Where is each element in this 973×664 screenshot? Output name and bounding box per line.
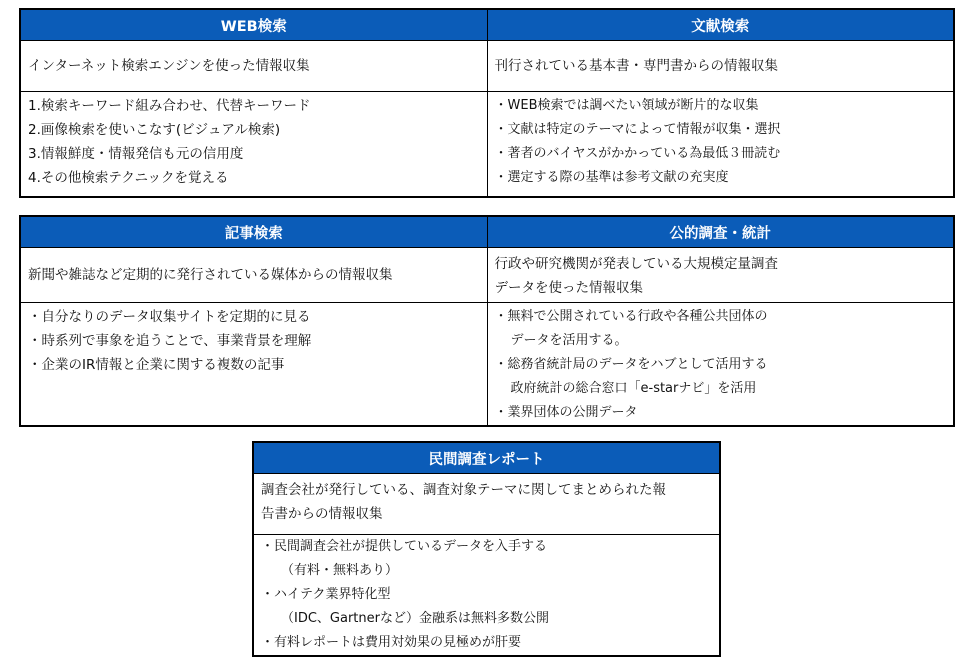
article-search-items — [20, 303, 487, 427]
public-statistics-description — [487, 248, 954, 303]
public-statistics-items — [487, 303, 954, 427]
list-item: （有料・無料あり） — [281, 563, 399, 578]
description-line: 調査会社が発行している、調査対象テーマに関してまとめられた報 — [261, 482, 666, 498]
list-item: ・無料で公開されている行政や各種公共団体の — [494, 309, 768, 324]
list-item: データを活用する。 — [510, 333, 628, 348]
private-research-description — [253, 474, 720, 535]
list-item: ・文献は特定のテーマによって情報が収集・選択 — [494, 122, 781, 137]
list-item: 1.検索キーワード組み合わせ、代替キーワード — [28, 98, 311, 114]
description-line: 行政や研究機関が発表している大規模定量調査 — [494, 256, 778, 272]
list-item: ・WEB検索では調べたい領域が断片的な収集 — [494, 98, 759, 113]
search-methods-table-2 — [19, 215, 955, 427]
public-statistics-header: 公的調査・統計 — [487, 216, 954, 248]
literature-search-description: 刊行されている基本書・専門書からの情報収集 — [487, 41, 954, 92]
description-line: 告書からの情報収集 — [261, 506, 383, 522]
private-research-items — [253, 535, 720, 657]
list-item: ・民間調査会社が提供しているデータを入手する — [261, 539, 548, 554]
list-item: ・総務省統計局のデータをハブとして活用する — [494, 357, 768, 372]
web-search-header: WEB検索 — [20, 9, 487, 41]
list-item: ・有料レポートは費用対効果の見極めが肝要 — [261, 635, 522, 650]
web-search-description: インターネット検索エンジンを使った情報収集 — [20, 41, 487, 92]
article-search-description: 新聞や雑誌など定期的に発行されている媒体からの情報収集 — [20, 248, 487, 303]
list-item: 2.画像検索を使いこなす(ビジュアル検索) — [28, 122, 281, 138]
list-item: ・自分なりのデータ収集サイトを定期的に見る — [28, 309, 311, 325]
literature-search-items — [487, 92, 954, 198]
web-search-items — [20, 92, 487, 198]
list-item: ・企業のIR情報と企業に関する複数の記事 — [28, 357, 285, 373]
literature-search-header: 文献検索 — [487, 9, 954, 41]
list-item: ・ハイテク業界特化型 — [261, 587, 391, 602]
private-research-header: 民間調査レポート — [253, 442, 720, 474]
list-item: ・著者のバイヤスがかかっている為最低３冊読む — [494, 146, 781, 161]
list-item: 政府統計の総合窓口「e-starナビ」を活用 — [510, 381, 757, 396]
search-methods-table-1 — [19, 8, 955, 198]
list-item: 3.情報鮮度・情報発信も元の信用度 — [28, 146, 244, 162]
list-item: ・時系列で事象を追うことで、事業背景を理解 — [28, 333, 312, 349]
list-item: ・選定する際の基準は参考文献の充実度 — [494, 170, 729, 185]
list-item: （IDC、Gartnerなど）金融系は無料多数公開 — [281, 611, 549, 626]
list-item: ・業界団体の公開データ — [494, 405, 638, 420]
description-line: データを使った情報収集 — [494, 280, 643, 296]
private-research-table — [252, 441, 721, 657]
article-search-header: 記事検索 — [20, 216, 487, 248]
list-item: 4.その他検索テクニックを覚える — [28, 170, 229, 186]
